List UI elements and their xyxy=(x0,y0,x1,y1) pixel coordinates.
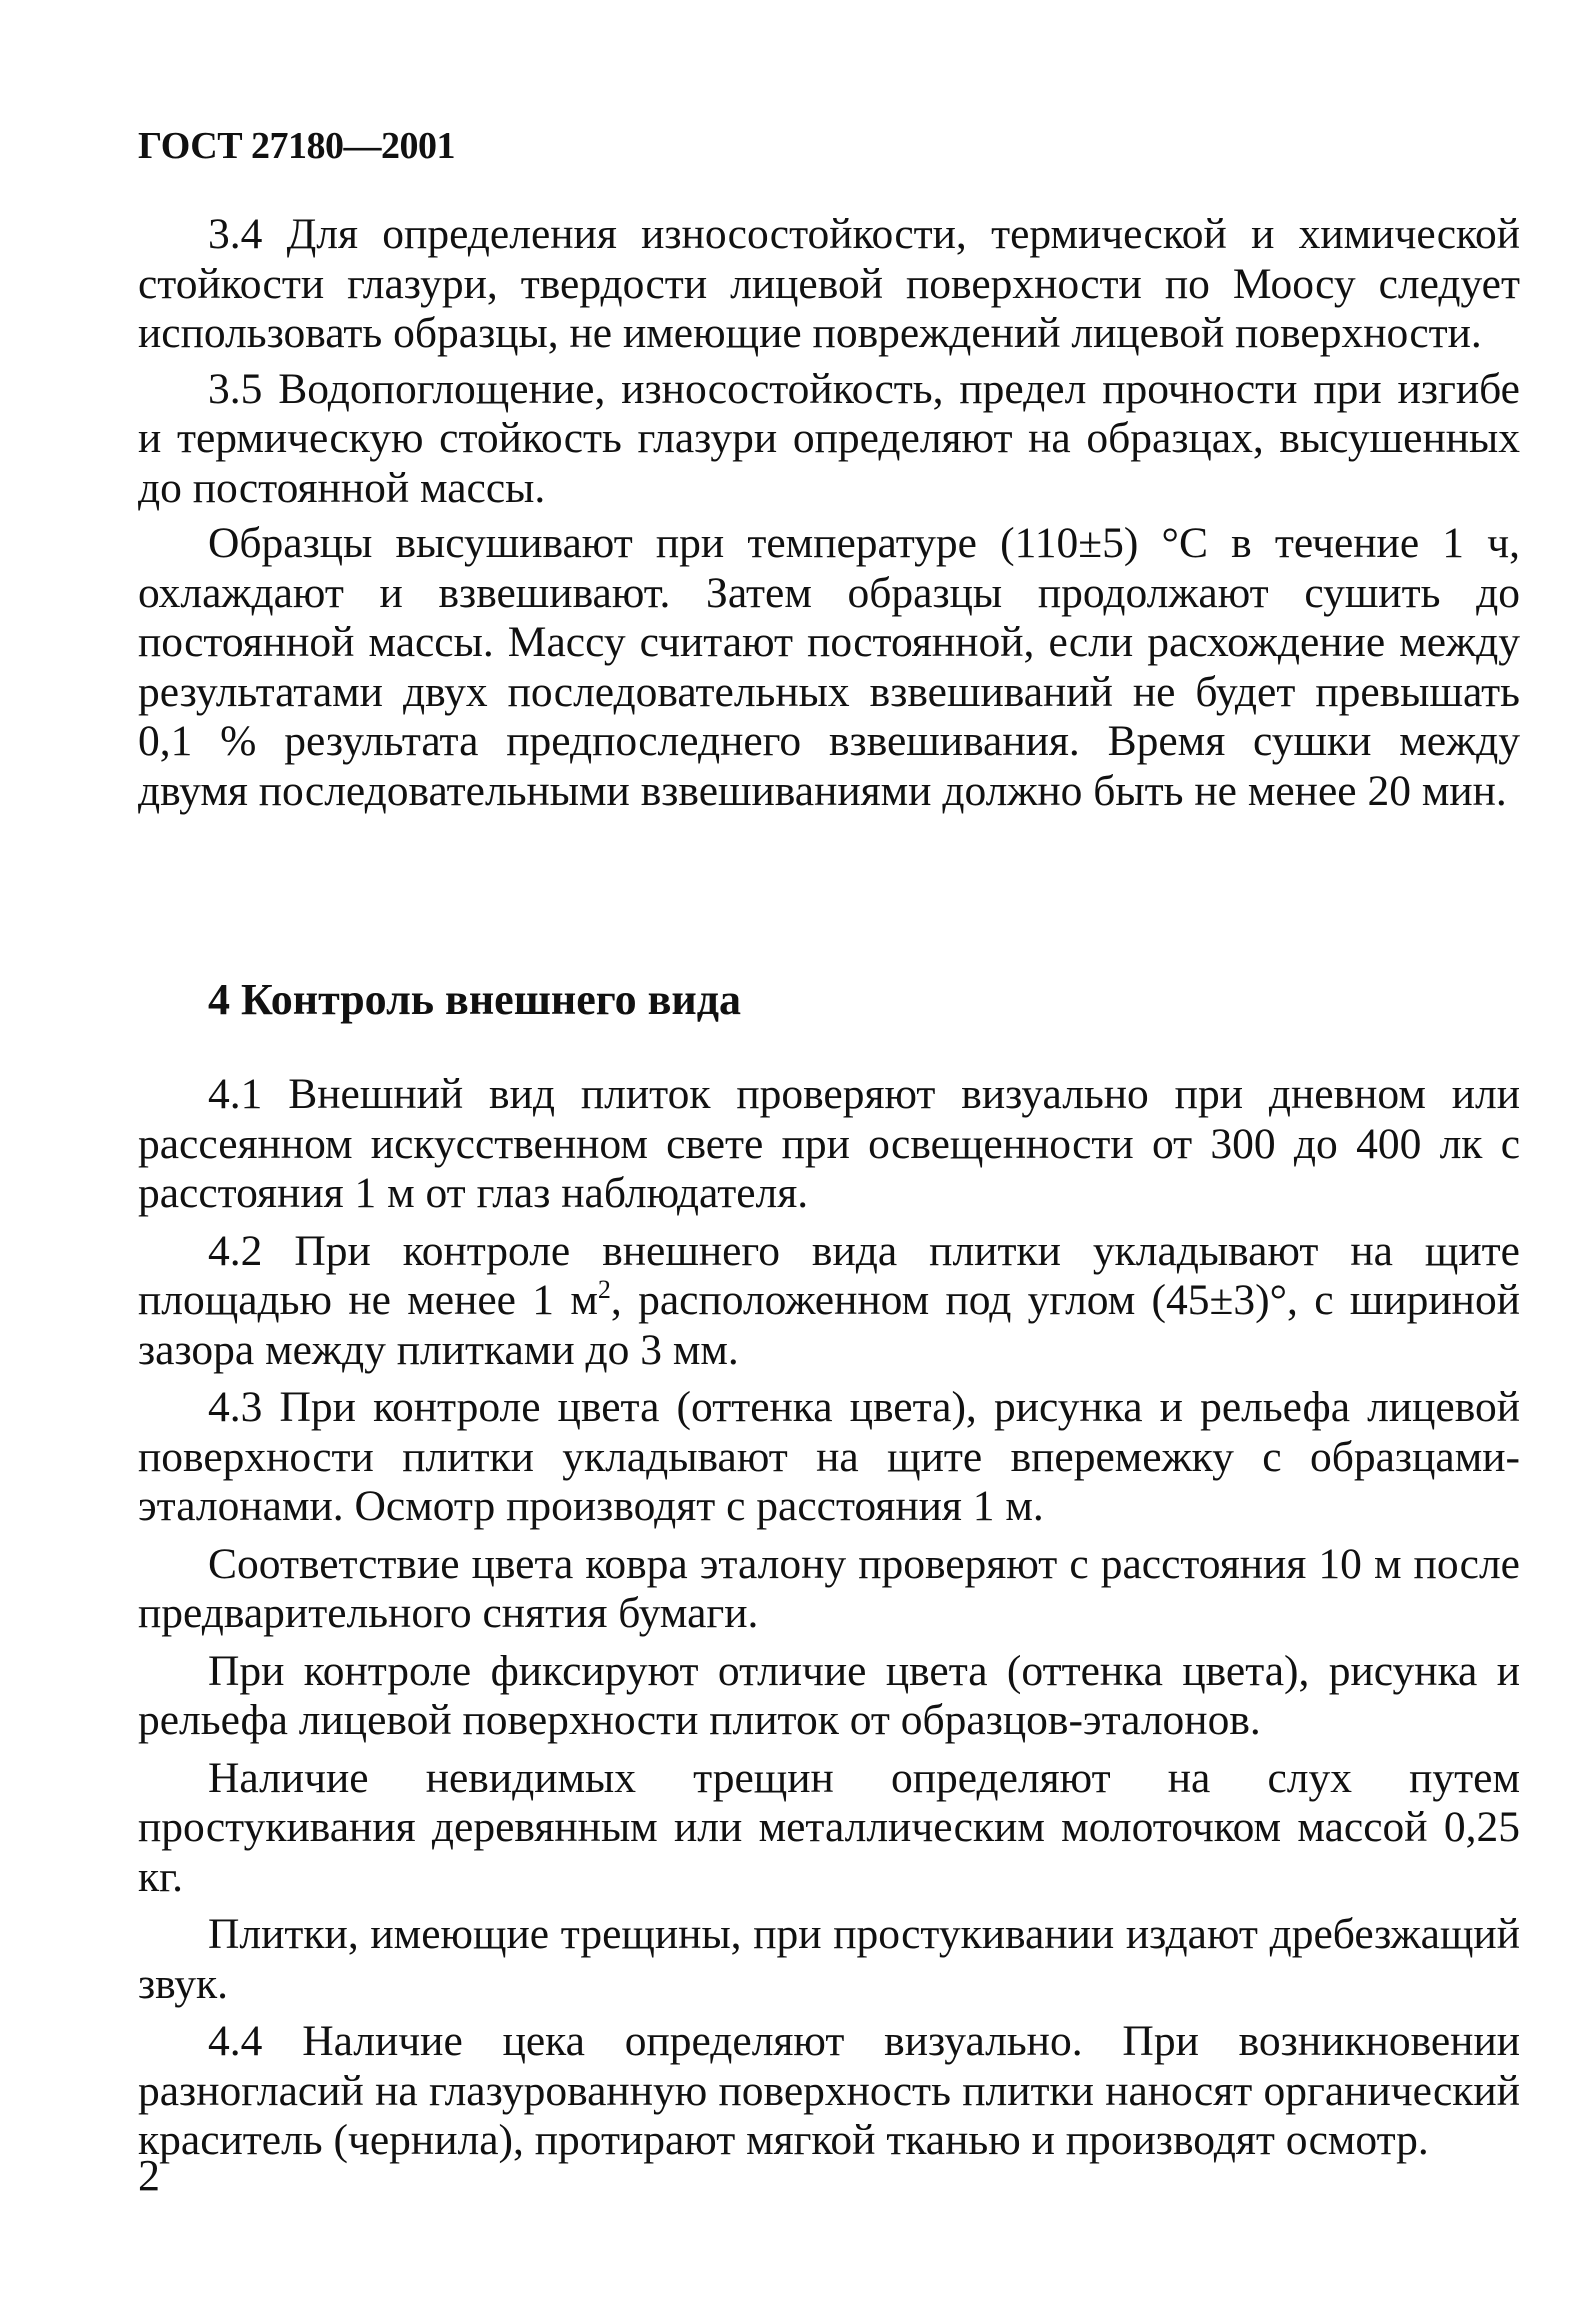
paragraph-4-3-fix: При контроле фиксируют отличие цвета (оттенка цвета), рисунка и рельефа лицевой поверхности плиток от образцов-эталонов. xyxy=(138,1646,1520,1744)
section-3-body xyxy=(138,210,1520,816)
square-superscript: 2 xyxy=(597,1275,611,1304)
paragraph-4-3-cracks: Наличие невидимых трещин определяют на слух путем простукивания деревянным или металлическим молоточком массой 0,25 кг. xyxy=(138,1753,1520,1901)
section-4-body xyxy=(138,1070,1520,2166)
paragraph-3-5-drying: Образцы высушивают при температуре (110±5) °С в течение 1 ч, охлаждают и взвешивают. Затем образцы продолжают сушить до постоянной массы. Массу считают постоянной, если расхождение между результатами двух последовательных взвешиваний не будет превышать 0,1 % результата предпоследнего взвешивания. Время сушки между двумя последовательными взвешиваниями должно быть не менее 20 мин. xyxy=(138,519,1520,815)
paragraph-3-5: 3.5 Водопоглощение, износостойкость, предел прочности при изгибе и термическую стойкость глазури определяют на образцах, высушенных до постоянной массы. xyxy=(138,364,1520,512)
paragraph-4-2-part-2: , расположенном под углом (45±3)°, с шириной зазора между плитками до 3 мм. xyxy=(138,1276,1520,1374)
document-header-code: ГОСТ 27180—2001 xyxy=(138,125,456,167)
paragraph-4-1: 4.1 Внешний вид плиток проверяют визуально при дневном или рассеянном искусственном свете при освещенности от 300 до 400 лк с расстояния 1 м от глаз наблюдателя. xyxy=(138,1070,1520,1217)
paragraph-4-4: 4.4 Наличие цека определяют визуально. При возникновении разногласий на глазурованную поверхность плитки наносят органический краситель (чернила), протирают мягкой тканью и производят осмотр. xyxy=(138,2017,1520,2164)
paragraph-4-3-sound: Плитки, имеющие трещины, при простукивании издают дребезжащий звук. xyxy=(138,1910,1520,2008)
paragraph-4-2-part-1: 4.2 При контроле внешнего вида плитки укладывают на щите площадью не менее 1 м xyxy=(138,1226,1520,1324)
paragraph-3-4: 3.4 Для определения износостойкости, термической и химической стойкости глазури, твердости лицевой поверхности по Моосу следует использовать образцы, не имеющие повреждений лицевой поверхности. xyxy=(138,210,1520,357)
paragraph-4-3-carpet: Соответствие цвета ковра эталону проверяют с расстояния 10 м после предварительного снятия бумаги. xyxy=(138,1539,1520,1637)
page-number: 2 xyxy=(138,2151,160,2200)
paragraph-4-2 xyxy=(138,1227,1520,1376)
section-4-title: 4 Контроль внешнего вида xyxy=(208,975,741,1024)
paragraph-4-3: 4.3 При контроле цвета (оттенка цвета), рисунка и рельефа лицевой поверхности плитки укладывают на щите вперемежку с образцами-эталонами. Осмотр производят с расстояния 1 м. xyxy=(138,1383,1520,1530)
